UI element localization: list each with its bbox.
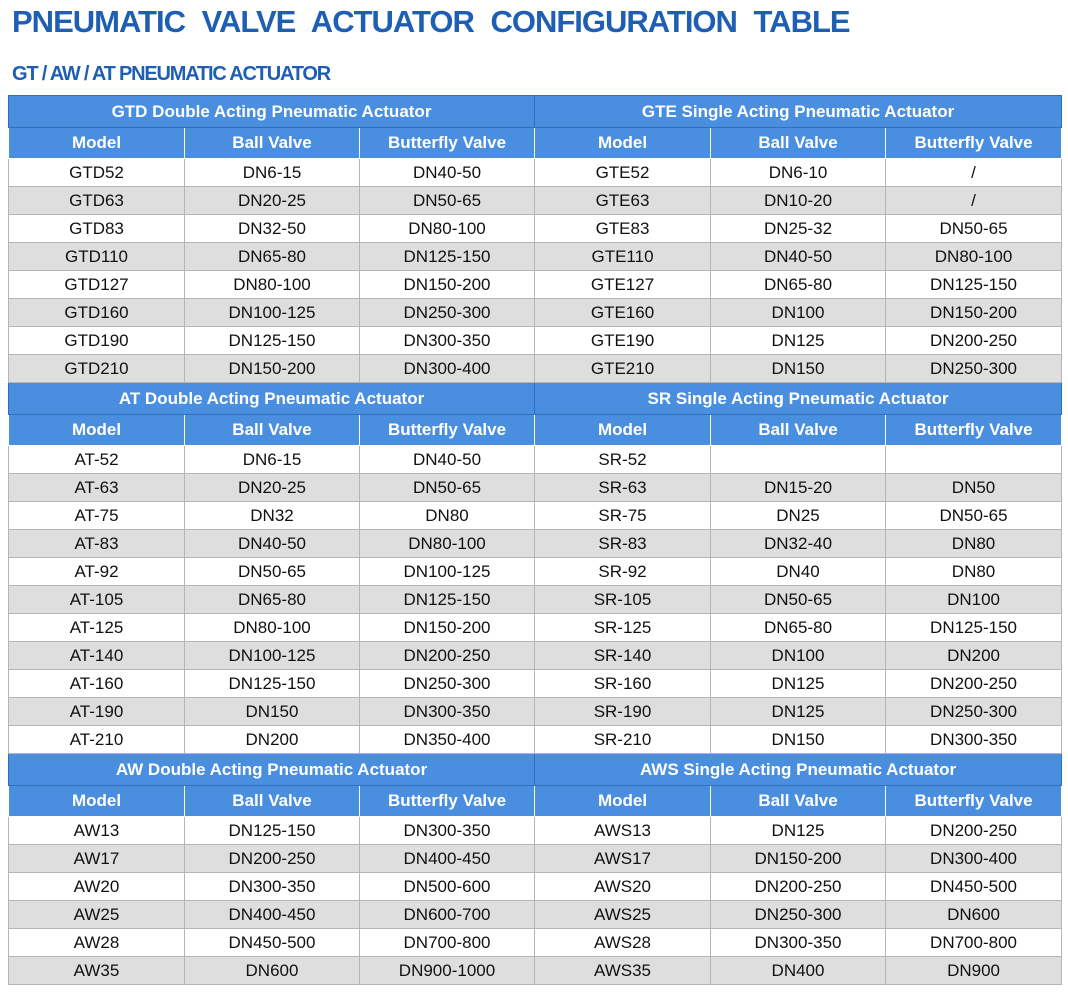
column-header-butterfly-valve: Butterfly Valve xyxy=(886,128,1062,159)
single-acting-butterfly-valve-cell: DN125-150 xyxy=(886,271,1062,299)
single-acting-model-cell: AWS35 xyxy=(535,957,711,985)
single-acting-butterfly-valve-cell: DN50 xyxy=(886,474,1062,502)
double-acting-ball-valve-cell: DN125-150 xyxy=(185,670,360,698)
single-acting-butterfly-valve-cell: DN80 xyxy=(886,530,1062,558)
single-acting-model-cell: GTE110 xyxy=(535,243,711,271)
single-acting-ball-valve-cell: DN100 xyxy=(711,642,886,670)
section-title-double-acting: GTD Double Acting Pneumatic Actuator xyxy=(9,96,535,128)
single-acting-butterfly-valve-cell: DN300-350 xyxy=(886,726,1062,754)
single-acting-model-cell: AWS17 xyxy=(535,845,711,873)
column-header-butterfly-valve: Butterfly Valve xyxy=(360,786,535,817)
double-acting-model-cell: GTD83 xyxy=(9,215,185,243)
single-acting-ball-valve-cell: DN400 xyxy=(711,957,886,985)
double-acting-butterfly-valve-cell: DN200-250 xyxy=(360,642,535,670)
double-acting-ball-valve-cell: DN80-100 xyxy=(185,271,360,299)
double-acting-model-cell: AT-160 xyxy=(9,670,185,698)
table-row xyxy=(9,845,1062,873)
double-acting-butterfly-valve-cell: DN250-300 xyxy=(360,299,535,327)
table-row xyxy=(9,614,1062,642)
double-acting-butterfly-valve-cell: DN125-150 xyxy=(360,243,535,271)
double-acting-ball-valve-cell: DN65-80 xyxy=(185,586,360,614)
single-acting-model-cell: GTE210 xyxy=(535,355,711,383)
double-acting-ball-valve-cell: DN20-25 xyxy=(185,474,360,502)
single-acting-butterfly-valve-cell: DN600 xyxy=(886,901,1062,929)
single-acting-ball-valve-cell: DN15-20 xyxy=(711,474,886,502)
column-header-ball-valve: Ball Valve xyxy=(711,415,886,446)
single-acting-butterfly-valve-cell: DN125-150 xyxy=(886,614,1062,642)
column-header-butterfly-valve: Butterfly Valve xyxy=(886,786,1062,817)
double-acting-ball-valve-cell: DN20-25 xyxy=(185,187,360,215)
single-acting-ball-valve-cell: DN40-50 xyxy=(711,243,886,271)
single-acting-model-cell: SR-75 xyxy=(535,502,711,530)
single-acting-ball-valve-cell: DN125 xyxy=(711,327,886,355)
double-acting-butterfly-valve-cell: DN300-350 xyxy=(360,327,535,355)
double-acting-ball-valve-cell: DN100-125 xyxy=(185,642,360,670)
double-acting-butterfly-valve-cell: DN700-800 xyxy=(360,929,535,957)
double-acting-butterfly-valve-cell: DN600-700 xyxy=(360,901,535,929)
double-acting-model-cell: AT-140 xyxy=(9,642,185,670)
double-acting-model-cell: AT-83 xyxy=(9,530,185,558)
column-header-ball-valve: Ball Valve xyxy=(185,415,360,446)
single-acting-butterfly-valve-cell: DN150-200 xyxy=(886,299,1062,327)
double-acting-model-cell: AT-75 xyxy=(9,502,185,530)
double-acting-model-cell: AW25 xyxy=(9,901,185,929)
single-acting-model-cell: SR-105 xyxy=(535,586,711,614)
double-acting-model-cell: AW28 xyxy=(9,929,185,957)
configuration-table-body xyxy=(9,96,1062,985)
single-acting-ball-valve-cell: DN65-80 xyxy=(711,614,886,642)
double-acting-butterfly-valve-cell: DN300-350 xyxy=(360,817,535,845)
table-row xyxy=(9,159,1062,187)
double-acting-model-cell: GTD210 xyxy=(9,355,185,383)
section-header-row xyxy=(9,383,1062,415)
single-acting-butterfly-valve-cell: DN80 xyxy=(886,558,1062,586)
single-acting-model-cell: SR-52 xyxy=(535,446,711,474)
double-acting-butterfly-valve-cell: DN125-150 xyxy=(360,586,535,614)
single-acting-model-cell: SR-160 xyxy=(535,670,711,698)
single-acting-butterfly-valve-cell: DN250-300 xyxy=(886,698,1062,726)
double-acting-model-cell: GTD127 xyxy=(9,271,185,299)
single-acting-butterfly-valve-cell: DN50-65 xyxy=(886,215,1062,243)
single-acting-ball-valve-cell: DN32-40 xyxy=(711,530,886,558)
single-acting-ball-valve-cell: DN300-350 xyxy=(711,929,886,957)
double-acting-butterfly-valve-cell: DN50-65 xyxy=(360,187,535,215)
column-header-model: Model xyxy=(535,786,711,817)
single-acting-model-cell: GTE190 xyxy=(535,327,711,355)
single-acting-butterfly-valve-cell: DN450-500 xyxy=(886,873,1062,901)
double-acting-ball-valve-cell: DN125-150 xyxy=(185,817,360,845)
table-row xyxy=(9,502,1062,530)
double-acting-model-cell: AT-92 xyxy=(9,558,185,586)
single-acting-ball-valve-cell: DN125 xyxy=(711,817,886,845)
single-acting-butterfly-valve-cell: DN900 xyxy=(886,957,1062,985)
double-acting-ball-valve-cell: DN200 xyxy=(185,726,360,754)
table-row xyxy=(9,817,1062,845)
column-header-butterfly-valve: Butterfly Valve xyxy=(886,415,1062,446)
table-row xyxy=(9,698,1062,726)
double-acting-ball-valve-cell: DN50-65 xyxy=(185,558,360,586)
double-acting-model-cell: AW20 xyxy=(9,873,185,901)
table-row xyxy=(9,642,1062,670)
double-acting-butterfly-valve-cell: DN900-1000 xyxy=(360,957,535,985)
double-acting-model-cell: GTD52 xyxy=(9,159,185,187)
column-header-ball-valve: Ball Valve xyxy=(185,128,360,159)
double-acting-butterfly-valve-cell: DN400-450 xyxy=(360,845,535,873)
table-row xyxy=(9,474,1062,502)
column-header-model: Model xyxy=(535,415,711,446)
double-acting-model-cell: AT-190 xyxy=(9,698,185,726)
single-acting-ball-valve-cell: DN150-200 xyxy=(711,845,886,873)
double-acting-butterfly-valve-cell: DN80-100 xyxy=(360,530,535,558)
double-acting-model-cell: AW35 xyxy=(9,957,185,985)
table-row xyxy=(9,670,1062,698)
single-acting-model-cell: SR-63 xyxy=(535,474,711,502)
single-acting-model-cell: AWS28 xyxy=(535,929,711,957)
double-acting-ball-valve-cell: DN40-50 xyxy=(185,530,360,558)
table-row xyxy=(9,355,1062,383)
single-acting-model-cell: SR-190 xyxy=(535,698,711,726)
single-acting-ball-valve-cell: DN50-65 xyxy=(711,586,886,614)
double-acting-butterfly-valve-cell: DN150-200 xyxy=(360,614,535,642)
column-header-row xyxy=(9,786,1062,817)
single-acting-ball-valve-cell: DN10-20 xyxy=(711,187,886,215)
double-acting-ball-valve-cell: DN400-450 xyxy=(185,901,360,929)
column-header-butterfly-valve: Butterfly Valve xyxy=(360,415,535,446)
table-row xyxy=(9,530,1062,558)
single-acting-ball-valve-cell: DN150 xyxy=(711,355,886,383)
table-row xyxy=(9,327,1062,355)
table-row xyxy=(9,929,1062,957)
single-acting-ball-valve-cell: DN150 xyxy=(711,726,886,754)
single-acting-butterfly-valve-cell: / xyxy=(886,159,1062,187)
double-acting-ball-valve-cell: DN125-150 xyxy=(185,327,360,355)
double-acting-ball-valve-cell: DN32-50 xyxy=(185,215,360,243)
column-header-ball-valve: Ball Valve xyxy=(185,786,360,817)
single-acting-model-cell: SR-140 xyxy=(535,642,711,670)
single-acting-ball-valve-cell: DN25 xyxy=(711,502,886,530)
table-row xyxy=(9,187,1062,215)
table-row xyxy=(9,299,1062,327)
table-row xyxy=(9,873,1062,901)
single-acting-ball-valve-cell: DN125 xyxy=(711,670,886,698)
double-acting-ball-valve-cell: DN80-100 xyxy=(185,614,360,642)
single-acting-butterfly-valve-cell: DN50-65 xyxy=(886,502,1062,530)
double-acting-model-cell: GTD63 xyxy=(9,187,185,215)
single-acting-butterfly-valve-cell: DN700-800 xyxy=(886,929,1062,957)
double-acting-ball-valve-cell: DN32 xyxy=(185,502,360,530)
double-acting-ball-valve-cell: DN6-15 xyxy=(185,159,360,187)
single-acting-model-cell: SR-210 xyxy=(535,726,711,754)
double-acting-model-cell: GTD110 xyxy=(9,243,185,271)
double-acting-ball-valve-cell: DN450-500 xyxy=(185,929,360,957)
double-acting-butterfly-valve-cell: DN500-600 xyxy=(360,873,535,901)
section-header-row xyxy=(9,96,1062,128)
configuration-table xyxy=(8,95,1062,985)
double-acting-model-cell: AT-125 xyxy=(9,614,185,642)
section-header-row xyxy=(9,754,1062,786)
table-row xyxy=(9,726,1062,754)
single-acting-model-cell: SR-83 xyxy=(535,530,711,558)
double-acting-model-cell: AW13 xyxy=(9,817,185,845)
single-acting-ball-valve-cell: DN250-300 xyxy=(711,901,886,929)
single-acting-model-cell: SR-125 xyxy=(535,614,711,642)
table-row xyxy=(9,558,1062,586)
single-acting-model-cell: GTE63 xyxy=(535,187,711,215)
column-header-row xyxy=(9,128,1062,159)
single-acting-model-cell: SR-92 xyxy=(535,558,711,586)
single-acting-ball-valve-cell: DN40 xyxy=(711,558,886,586)
double-acting-butterfly-valve-cell: DN50-65 xyxy=(360,474,535,502)
page-title: PNEUMATIC VALVE ACTUATOR CONFIGURATION TABLE xyxy=(12,4,850,39)
single-acting-model-cell: GTE83 xyxy=(535,215,711,243)
column-header-ball-valve: Ball Valve xyxy=(711,128,886,159)
column-header-butterfly-valve: Butterfly Valve xyxy=(360,128,535,159)
table-row xyxy=(9,957,1062,985)
double-acting-model-cell: AT-210 xyxy=(9,726,185,754)
section-title-double-acting: AW Double Acting Pneumatic Actuator xyxy=(9,754,535,786)
single-acting-model-cell: AWS25 xyxy=(535,901,711,929)
double-acting-ball-valve-cell: DN150-200 xyxy=(185,355,360,383)
column-header-ball-valve: Ball Valve xyxy=(711,786,886,817)
table-row xyxy=(9,586,1062,614)
double-acting-model-cell: GTD190 xyxy=(9,327,185,355)
column-header-model: Model xyxy=(9,415,185,446)
double-acting-ball-valve-cell: DN6-15 xyxy=(185,446,360,474)
single-acting-butterfly-valve-cell xyxy=(886,446,1062,474)
double-acting-ball-valve-cell: DN600 xyxy=(185,957,360,985)
single-acting-model-cell: AWS20 xyxy=(535,873,711,901)
single-acting-ball-valve-cell: DN25-32 xyxy=(711,215,886,243)
table-row xyxy=(9,215,1062,243)
single-acting-model-cell: GTE127 xyxy=(535,271,711,299)
single-acting-butterfly-valve-cell: DN200-250 xyxy=(886,327,1062,355)
section-title-double-acting: AT Double Acting Pneumatic Actuator xyxy=(9,383,535,415)
double-acting-butterfly-valve-cell: DN100-125 xyxy=(360,558,535,586)
double-acting-model-cell: AW17 xyxy=(9,845,185,873)
single-acting-ball-valve-cell: DN200-250 xyxy=(711,873,886,901)
column-header-model: Model xyxy=(9,786,185,817)
single-acting-butterfly-valve-cell: DN300-400 xyxy=(886,845,1062,873)
section-title-single-acting: SR Single Acting Pneumatic Actuator xyxy=(535,383,1062,415)
single-acting-butterfly-valve-cell: DN200-250 xyxy=(886,670,1062,698)
double-acting-butterfly-valve-cell: DN250-300 xyxy=(360,670,535,698)
double-acting-model-cell: AT-105 xyxy=(9,586,185,614)
double-acting-model-cell: GTD160 xyxy=(9,299,185,327)
page-subtitle: GT / AW / AT PNEUMATIC ACTUATOR xyxy=(12,63,330,85)
double-acting-butterfly-valve-cell: DN80 xyxy=(360,502,535,530)
double-acting-ball-valve-cell: DN200-250 xyxy=(185,845,360,873)
single-acting-model-cell: GTE52 xyxy=(535,159,711,187)
double-acting-butterfly-valve-cell: DN300-350 xyxy=(360,698,535,726)
table-row xyxy=(9,243,1062,271)
single-acting-butterfly-valve-cell: DN200 xyxy=(886,642,1062,670)
double-acting-ball-valve-cell: DN65-80 xyxy=(185,243,360,271)
section-title-single-acting: AWS Single Acting Pneumatic Actuator xyxy=(535,754,1062,786)
double-acting-butterfly-valve-cell: DN300-400 xyxy=(360,355,535,383)
table-row xyxy=(9,271,1062,299)
double-acting-model-cell: AT-52 xyxy=(9,446,185,474)
single-acting-model-cell: GTE160 xyxy=(535,299,711,327)
column-header-model: Model xyxy=(535,128,711,159)
double-acting-ball-valve-cell: DN100-125 xyxy=(185,299,360,327)
double-acting-butterfly-valve-cell: DN150-200 xyxy=(360,271,535,299)
double-acting-ball-valve-cell: DN150 xyxy=(185,698,360,726)
column-header-row xyxy=(9,415,1062,446)
double-acting-butterfly-valve-cell: DN40-50 xyxy=(360,446,535,474)
section-title-single-acting: GTE Single Acting Pneumatic Actuator xyxy=(535,96,1062,128)
single-acting-butterfly-valve-cell: DN80-100 xyxy=(886,243,1062,271)
double-acting-butterfly-valve-cell: DN80-100 xyxy=(360,215,535,243)
table-row xyxy=(9,901,1062,929)
single-acting-butterfly-valve-cell: / xyxy=(886,187,1062,215)
single-acting-ball-valve-cell xyxy=(711,446,886,474)
single-acting-butterfly-valve-cell: DN200-250 xyxy=(886,817,1062,845)
double-acting-model-cell: AT-63 xyxy=(9,474,185,502)
single-acting-ball-valve-cell: DN125 xyxy=(711,698,886,726)
single-acting-butterfly-valve-cell: DN100 xyxy=(886,586,1062,614)
double-acting-butterfly-valve-cell: DN350-400 xyxy=(360,726,535,754)
single-acting-ball-valve-cell: DN100 xyxy=(711,299,886,327)
single-acting-butterfly-valve-cell: DN250-300 xyxy=(886,355,1062,383)
single-acting-ball-valve-cell: DN6-10 xyxy=(711,159,886,187)
single-acting-ball-valve-cell: DN65-80 xyxy=(711,271,886,299)
single-acting-model-cell: AWS13 xyxy=(535,817,711,845)
double-acting-ball-valve-cell: DN300-350 xyxy=(185,873,360,901)
table-row xyxy=(9,446,1062,474)
double-acting-butterfly-valve-cell: DN40-50 xyxy=(360,159,535,187)
column-header-model: Model xyxy=(9,128,185,159)
